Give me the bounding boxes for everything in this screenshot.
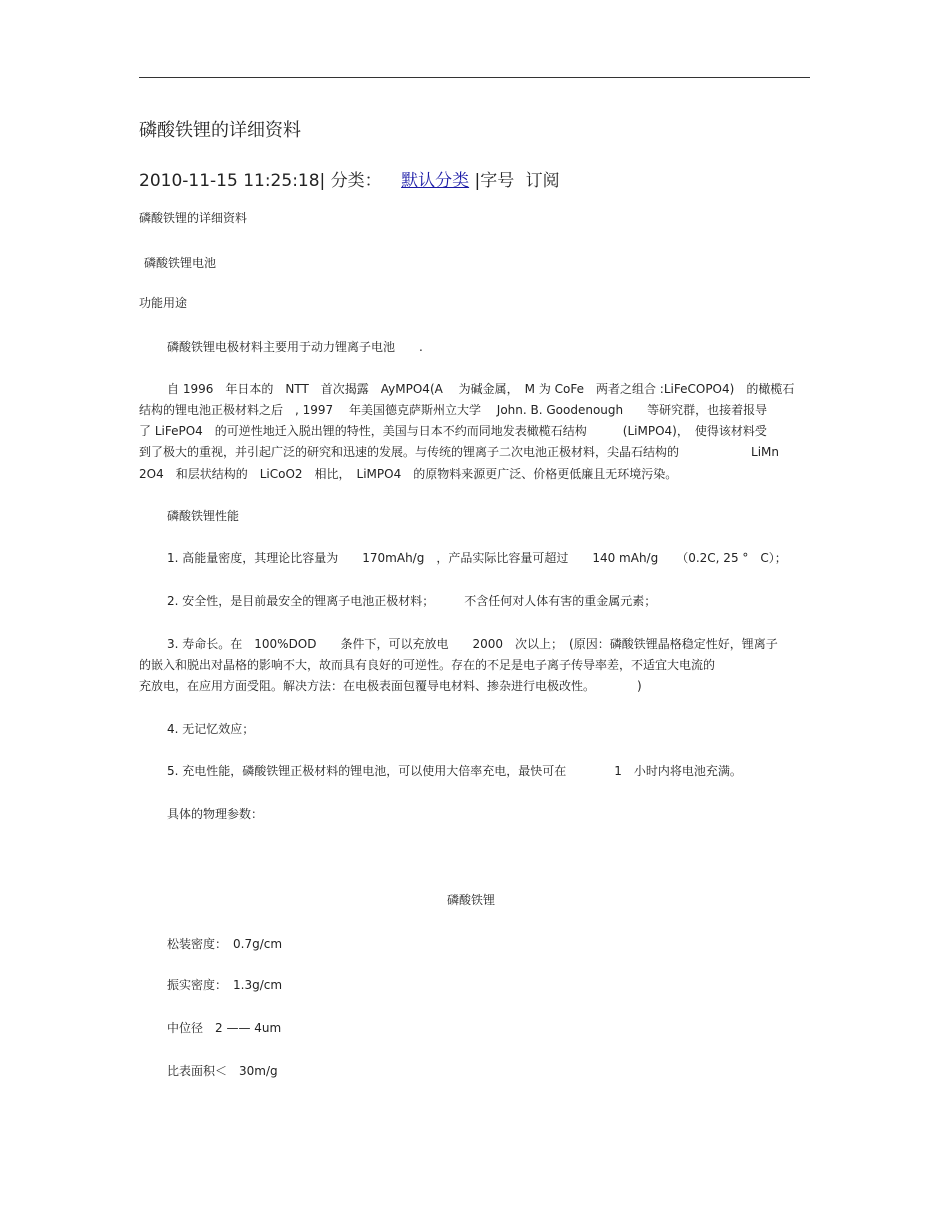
post-datetime: 2010-11-15 11:25:18| <box>139 171 326 191</box>
history-line: 自 1996 年日本的 NTT 首次揭露 AyMPO4(A 为碱金属， M 为 CoFe 两者之组合 :LiFeCOPO4) 的橄榄石 <box>167 382 795 396</box>
params-heading: 具体的物理参数： <box>167 807 264 821</box>
performance-item-3-cont: 充放电，在应用方面受阻。解决方法：在电极表面包覆导电材料、掺杂进行电极改性。 ) <box>139 679 642 693</box>
performance-item-2: 2. 安全性，是目前最安全的锂离子电池正极材料； 不含任何对人体有害的重金属元素； <box>167 594 657 608</box>
font-size-link[interactable]: |字号 <box>474 171 515 191</box>
performance-item-3-cont: 的嵌入和脱出对晶格的影响不大，故而具有良好的可逆性。存在的不足是电子离子传导率差，不适宜大电流的 <box>139 658 716 672</box>
performance-item-5: 5. 充电性能，磷酸铁锂正极材料的锂电池，可以使用大倍率充电，最快可在 1 小时内将电池充满。 <box>167 764 742 778</box>
history-line: 了 LiFePO4 的可逆性地迁入脱出锂的特性，美国与日本不约而同地发表橄榄石结构 (LiMPO4)， 使得该材料受 <box>139 424 767 438</box>
usage-text: 磷酸铁锂电极材料主要用于动力锂离子电池 . <box>167 340 423 354</box>
performance-item-4: 4. 无记忆效应； <box>167 722 255 736</box>
params-table-title: 磷酸铁锂 <box>446 893 495 907</box>
subscribe-link[interactable]: 订阅 <box>525 171 560 191</box>
category-label: 分类： <box>330 171 382 191</box>
param-median-size: 中位径 2 —— 4um <box>167 1021 282 1035</box>
param-bulk-density: 松装密度： 0.7g/cm <box>167 937 283 951</box>
category-link[interactable]: 默认分类 <box>401 171 470 191</box>
page-title: 磷酸铁锂的详细资料 <box>139 120 301 141</box>
param-tap-density: 振实密度： 1.3g/cm <box>167 978 283 992</box>
body-heading: 磷酸铁锂的详细资料 <box>139 211 248 225</box>
performance-item-3: 3. 寿命长。在 100%DOD 条件下，可以充放电 2000 次以上； (原因：磷酸铁锂晶格稳定性好，锂离子 <box>167 637 778 651</box>
usage-heading: 功能用途 <box>139 296 188 310</box>
history-line: 到了极大的重视，并引起广泛的研究和迅速的发展。与传统的锂离子二次电池正极材料，尖晶石结构的 LiMn <box>139 445 779 459</box>
history-line: 2O4 和层状结构的 LiCoO2 相比， LiMPO4 的原物料来源更广泛、价格更低廉且无环境污染。 <box>139 467 678 481</box>
param-surface-area: 比表面积＜ 30m/g <box>167 1064 278 1078</box>
battery-heading: 磷酸铁锂电池 <box>144 256 217 270</box>
performance-heading: 磷酸铁锂性能 <box>167 509 240 523</box>
post-meta <box>139 166 560 191</box>
top-divider <box>139 77 810 78</box>
history-line: 结构的锂电池正极材料之后 , 1997 年美国德克萨斯州立大学 John. B. Goodenough 等研究群，也接着报导 <box>139 403 768 417</box>
performance-item-1: 1. 高能量密度，其理论比容量为 170mAh/g ，产品实际比容量可超过 140 mAh/g （0.2C, 25 ° C）； <box>167 551 787 565</box>
